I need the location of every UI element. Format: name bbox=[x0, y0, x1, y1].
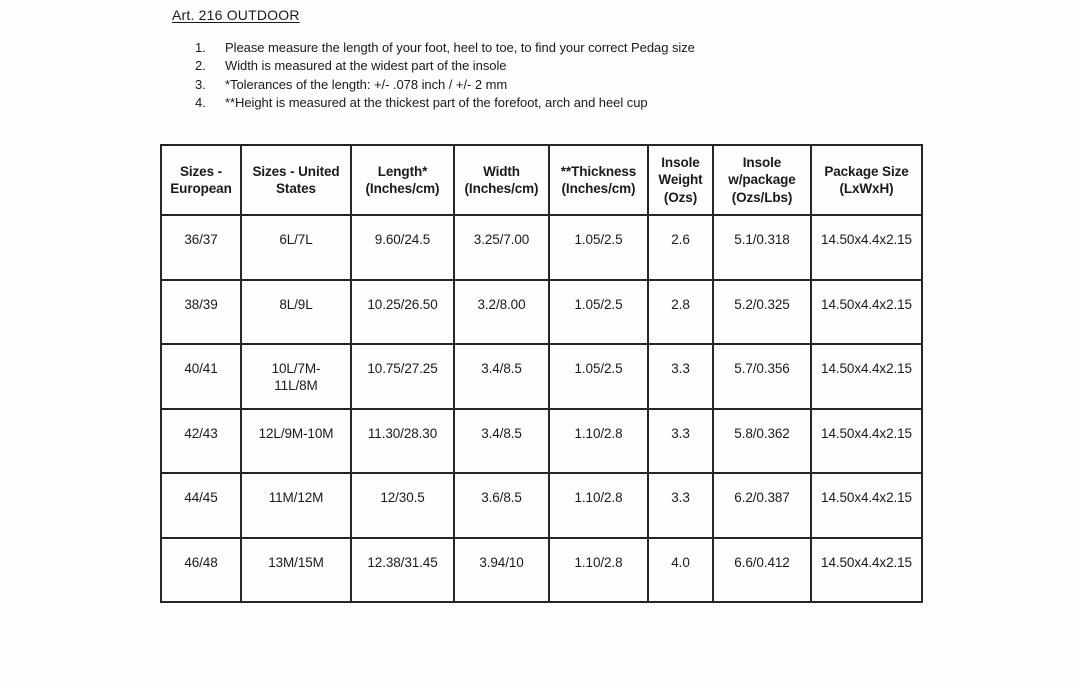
table-cell: 3.3 bbox=[648, 409, 713, 474]
table-row bbox=[161, 538, 922, 603]
column-header: Sizes - European bbox=[161, 145, 241, 215]
table-header-row bbox=[161, 145, 922, 215]
table-cell: 12.38/31.45 bbox=[351, 538, 454, 603]
note-number: 4. bbox=[195, 95, 206, 111]
size-chart-table bbox=[160, 144, 923, 603]
table-cell: 11M/12M bbox=[241, 473, 351, 538]
table-cell: 3.4/8.5 bbox=[454, 409, 549, 474]
table-row bbox=[161, 280, 922, 345]
table-cell: 4.0 bbox=[648, 538, 713, 603]
table-cell: 12L/9M-10M bbox=[241, 409, 351, 474]
note-item bbox=[195, 39, 815, 57]
note-item bbox=[195, 94, 815, 112]
table-cell: 11.30/28.30 bbox=[351, 409, 454, 474]
column-header: Insole Weight (Ozs) bbox=[648, 145, 713, 215]
table-row bbox=[161, 344, 922, 409]
table-cell: 10.75/27.25 bbox=[351, 344, 454, 409]
table-cell: 38/39 bbox=[161, 280, 241, 345]
table-cell: 3.25/7.00 bbox=[454, 215, 549, 280]
table-cell: 2.8 bbox=[648, 280, 713, 345]
table-cell: 2.6 bbox=[648, 215, 713, 280]
table-cell: 3.3 bbox=[648, 344, 713, 409]
table-row bbox=[161, 409, 922, 474]
note-text: **Height is measured at the thickest part of the forefoot, arch and heel cup bbox=[225, 95, 648, 111]
table-cell: 3.6/8.5 bbox=[454, 473, 549, 538]
table-cell: 14.50x4.4x2.15 bbox=[811, 538, 922, 603]
note-text: *Tolerances of the length: +/- .078 inch / +/- 2 mm bbox=[225, 76, 508, 92]
table-cell: 36/37 bbox=[161, 215, 241, 280]
table-body bbox=[161, 215, 922, 602]
table-cell: 10L/7M-11L/8M bbox=[241, 344, 351, 409]
table-row bbox=[161, 473, 922, 538]
table-cell: 12/30.5 bbox=[351, 473, 454, 538]
notes-list bbox=[195, 39, 815, 113]
table-cell: 14.50x4.4x2.15 bbox=[811, 344, 922, 409]
table-cell: 5.1/0.318 bbox=[713, 215, 811, 280]
table-cell: 14.50x4.4x2.15 bbox=[811, 409, 922, 474]
table-cell: 1.05/2.5 bbox=[549, 215, 648, 280]
table-cell: 14.50x4.4x2.15 bbox=[811, 473, 922, 538]
column-header: Length* (Inches/cm) bbox=[351, 145, 454, 215]
table-cell: 14.50x4.4x2.15 bbox=[811, 280, 922, 345]
table-cell: 1.05/2.5 bbox=[549, 344, 648, 409]
table-cell: 42/43 bbox=[161, 409, 241, 474]
table-cell: 1.10/2.8 bbox=[549, 409, 648, 474]
table-cell: 1.10/2.8 bbox=[549, 473, 648, 538]
table-cell: 9.60/24.5 bbox=[351, 215, 454, 280]
table-cell: 14.50x4.4x2.15 bbox=[811, 215, 922, 280]
table-cell: 13M/15M bbox=[241, 538, 351, 603]
table-cell: 5.8/0.362 bbox=[713, 409, 811, 474]
note-number: 2. bbox=[195, 58, 206, 74]
table-cell: 5.2/0.325 bbox=[713, 280, 811, 345]
page-title: Art. 216 OUTDOOR bbox=[172, 7, 300, 23]
note-item bbox=[195, 76, 815, 94]
note-text: Please measure the length of your foot, heel to toe, to find your correct Pedag size bbox=[225, 40, 695, 55]
table-cell: 5.7/0.356 bbox=[713, 344, 811, 409]
table-cell: 3.2/8.00 bbox=[454, 280, 549, 345]
table-cell: 3.94/10 bbox=[454, 538, 549, 603]
table-cell: 6.6/0.412 bbox=[713, 538, 811, 603]
column-header: Insole w/package (Ozs/Lbs) bbox=[713, 145, 811, 215]
table-cell: 10.25/26.50 bbox=[351, 280, 454, 345]
table-cell: 3.3 bbox=[648, 473, 713, 538]
table-cell: 1.05/2.5 bbox=[549, 280, 648, 345]
table-cell: 1.10/2.8 bbox=[549, 538, 648, 603]
table-cell: 6L/7L bbox=[241, 215, 351, 280]
column-header: Sizes - United States bbox=[241, 145, 351, 215]
table-cell: 6.2/0.387 bbox=[713, 473, 811, 538]
table-cell: 3.4/8.5 bbox=[454, 344, 549, 409]
column-header: **Thickness (Inches/cm) bbox=[549, 145, 648, 215]
table-cell: 40/41 bbox=[161, 344, 241, 409]
note-item bbox=[195, 57, 815, 75]
column-header: Package Size (LxWxH) bbox=[811, 145, 922, 215]
note-text: Width is measured at the widest part of the insole bbox=[225, 58, 507, 74]
note-number: 1. bbox=[195, 40, 206, 55]
table-cell: 8L/9L bbox=[241, 280, 351, 345]
column-header: Width (Inches/cm) bbox=[454, 145, 549, 215]
table-row bbox=[161, 215, 922, 280]
table-cell: 44/45 bbox=[161, 473, 241, 538]
note-number: 3. bbox=[195, 76, 206, 92]
table-cell: 46/48 bbox=[161, 538, 241, 603]
